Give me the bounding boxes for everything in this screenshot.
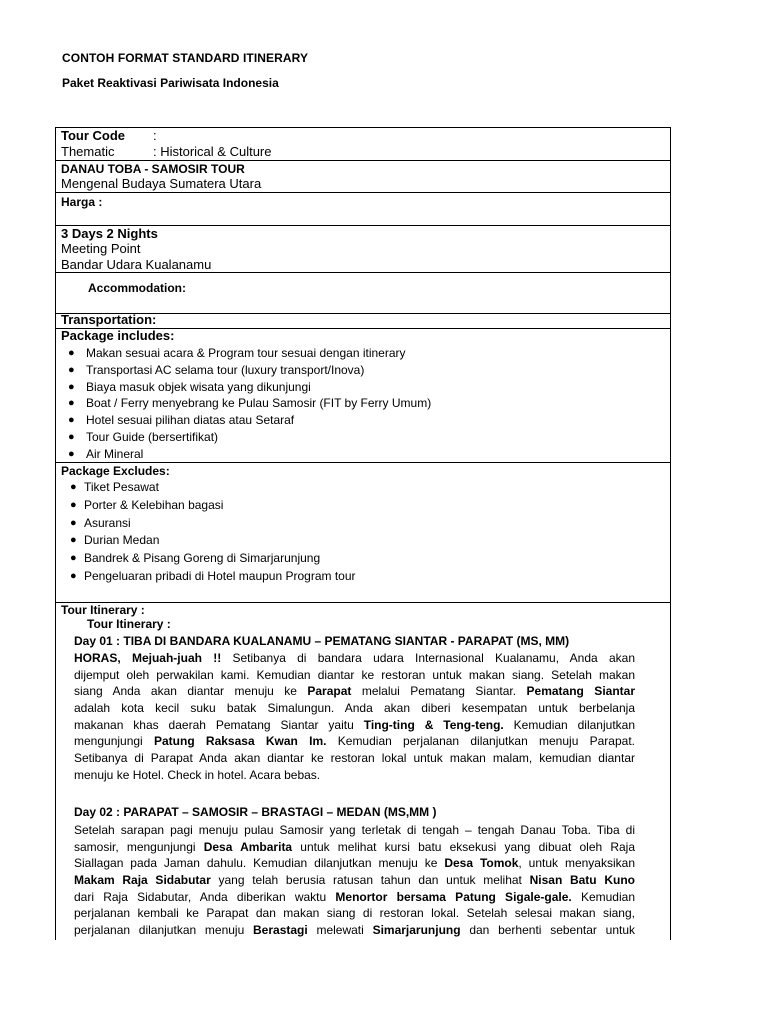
include-item [60, 362, 431, 379]
document-subtitle: Paket Reaktivasi Pariwisata Indonesia [62, 76, 279, 90]
highlighted-text: Simarjarunjung [372, 923, 461, 938]
paragraph-line [74, 767, 635, 784]
text-run: Setibanya di bandara udara Internasional Kualanamu, Anda akan [221, 651, 635, 665]
paragraph-line [74, 650, 635, 667]
text-run: dari Raja Sidabutar, Anda diberikan waktu [74, 889, 336, 904]
bullet-icon: ● [68, 430, 75, 443]
text-run: melalui Pematang Siantar. [351, 684, 527, 699]
exclude-item [60, 515, 356, 533]
package-includes-section [56, 329, 670, 463]
bullet-icon: ● [70, 498, 77, 511]
package-excludes-title: Package Excludes: [61, 464, 170, 478]
bullet-icon: ● [70, 481, 77, 493]
highlighted-text: Nisan Batu Kuno [529, 873, 635, 888]
text-run: samosir, mengunjungi [74, 839, 204, 854]
include-item-text: Biaya masuk objek wisata yang dikunjungi [86, 379, 311, 394]
paragraph-line [74, 855, 635, 872]
itinerary-inner-label: Tour Itinerary : [87, 617, 171, 631]
package-includes-list [60, 345, 431, 463]
transportation-label: Transportation: [61, 312, 157, 327]
highlighted-text: Patung Raksasa Kwan Im. [153, 734, 327, 749]
highlighted-text: Menortor bersama Patung Sigale-gale. [335, 889, 572, 904]
itinerary-section [56, 603, 670, 940]
text-run: menuju ke Hotel. Check in hotel. Acara bebas. [74, 767, 321, 782]
highlighted-text: Makam Raja Sidabutar [74, 873, 211, 888]
meeting-point-label: Meeting Point [61, 241, 141, 256]
paragraph-line [74, 839, 635, 856]
bullet-icon: ● [68, 380, 75, 393]
paragraph-line [74, 733, 635, 750]
paragraph-line [74, 717, 635, 734]
paragraph-line [74, 750, 635, 767]
highlighted-text: Ting-ting & Teng-teng. [363, 717, 504, 732]
include-item-text: Hotel sesuai pilihan diatas atau Setaraf [86, 413, 295, 428]
text-run: dijemput oleh perwakilan kami. Kemudian diantar ke restoran untuk makan siang. Setelah makan [74, 667, 635, 682]
bullet-icon: ● [68, 447, 75, 460]
exclude-item-text: Pengeluaran pribadi di Hotel maupun Program tour [84, 568, 356, 583]
thematic-label: Thematic [61, 144, 115, 159]
text-run: Setelah sarapan pagi menuju pulau Samosir yang terletak di tengah – tengah Danau Toba. Tiba di [74, 823, 635, 837]
highlighted-text: Desa Tomok [444, 856, 519, 871]
exclude-item-text: Bandrek & Pisang Goreng di Simarjarunjung [84, 551, 321, 566]
include-item-text: Air Mineral [86, 446, 144, 461]
include-item [60, 345, 431, 362]
package-excludes-section [56, 463, 670, 603]
text-run: Setibanya di Parapat Anda akan diantar ke restoran lokal untuk makan malam, kemudian diantar [74, 751, 635, 766]
accommodation-label: Accommodation: [88, 281, 187, 295]
text-run: , untuk menyaksikan [518, 856, 635, 871]
meeting-point-value: Bandar Udara Kualanamu [61, 257, 212, 272]
highlighted-text: Berastagi [253, 923, 308, 938]
thematic-value: : Historical & Culture [153, 144, 272, 159]
include-item-text: Tour Guide (bersertifikat) [86, 429, 219, 444]
paragraph-line [74, 889, 635, 906]
accommodation-row [56, 273, 670, 314]
duration-row [56, 226, 670, 273]
text-run: melewati [307, 923, 373, 938]
tour-name-row [56, 161, 670, 193]
paragraph-line [74, 822, 635, 839]
text-run: Siallagan pada Jaman dahulu. Kemudian dilanjutkan menuju ke [74, 856, 445, 871]
bullet-icon: ● [68, 363, 75, 376]
bullet-icon: ● [68, 397, 75, 410]
highlighted-text: Parapat [307, 684, 352, 699]
highlighted-text: HORAS, Mejuah-juah !! [74, 651, 222, 665]
include-item [60, 412, 431, 429]
highlighted-text: Pematang Siantar [526, 684, 635, 699]
exclude-item-text: Asuransi [84, 515, 131, 530]
price-row [56, 193, 670, 226]
exclude-item-text: Porter & Kelebihan bagasi [84, 497, 224, 512]
text-run: yang telah berusia ratusan tahun dan untuk melihat [210, 873, 530, 888]
paragraph-line [74, 872, 635, 889]
tour-code-row [56, 128, 670, 161]
package-excludes-list [60, 479, 356, 586]
include-item [60, 379, 431, 396]
paragraph-line [74, 683, 635, 700]
text-run: Kemudian dilanjutkan [503, 717, 635, 732]
paragraph-line [74, 905, 635, 922]
tour-tagline: Mengenal Budaya Sumatera Utara [61, 176, 262, 191]
bullet-icon: ● [70, 569, 77, 582]
text-run: perjalanan kembali ke Parapat dan makan siang di restoran lokal. Setelah selesai makan siang, [74, 906, 635, 921]
exclude-item-text: Tiket Pesawat [84, 480, 159, 494]
package-includes-title: Package includes: [61, 328, 175, 343]
bullet-icon: ● [68, 347, 75, 359]
exclude-item [60, 532, 356, 550]
price-label: Harga : [61, 195, 103, 209]
duration: 3 Days 2 Nights [61, 226, 158, 241]
day2-description [74, 822, 635, 939]
bullet-icon: ● [70, 552, 77, 565]
text-run: siang Anda akan diantar menuju ke [74, 684, 308, 699]
highlighted-text: Desa Ambarita [203, 839, 293, 854]
text-run: adalah kota kecil suku batak Simalungun. Anda akan diberi kesempatan untuk berbelanja [74, 701, 635, 716]
tour-code-label: Tour Code [61, 128, 126, 143]
tour-code-value: : [153, 128, 157, 143]
exclude-item-text: Durian Medan [84, 533, 160, 548]
exclude-item [60, 568, 356, 586]
day1-title: Day 01 : TIBA DI BANDARA KUALANAMU – PEMATANG SIANTAR - PARAPAT (MS, MM) [74, 634, 570, 648]
include-item-text: Transportasi AC selama tour (luxury transport/Inova) [86, 362, 365, 377]
itinerary-table [55, 127, 671, 940]
exclude-item [60, 479, 356, 497]
document-title: CONTOH FORMAT STANDARD ITINERARY [62, 51, 309, 65]
bullet-icon: ● [68, 414, 75, 427]
text-run: untuk melihat kursi batu eksekusi yang dibuat oleh Raja [292, 839, 635, 854]
text-run: mengunjungi [74, 734, 154, 749]
text-run: makanan khas daerah Pematang Siantar yaitu [74, 717, 364, 732]
paragraph-line [74, 700, 635, 717]
text-run: perjalanan dilanjutkan menuju [74, 923, 254, 938]
bullet-icon: ● [70, 516, 77, 529]
paragraph-line [74, 922, 635, 939]
include-item [60, 429, 431, 446]
text-run: dan berhenti sebentar untuk [460, 923, 635, 938]
include-item [60, 446, 431, 463]
exclude-item [60, 497, 356, 515]
day2-title: Day 02 : PARAPAT – SAMOSIR – BRASTAGI – MEDAN (MS,MM ) [74, 805, 437, 819]
itinerary-label: Tour Itinerary : [61, 603, 145, 617]
paragraph-line [74, 667, 635, 684]
exclude-item [60, 550, 356, 568]
bullet-icon: ● [70, 534, 77, 547]
text-run: Kemudian perjalanan dilanjutkan menuju Parapat. [326, 734, 635, 749]
include-item-text: Boat / Ferry menyebrang ke Pulau Samosir (FIT by Ferry Umum) [86, 396, 432, 411]
tour-name: DANAU TOBA - SAMOSIR TOUR [61, 162, 245, 176]
include-item [60, 395, 431, 412]
include-item-text: Makan sesuai acara & Program tour sesuai dengan itinerary [86, 346, 406, 360]
day1-description [74, 650, 635, 784]
text-run: Kemudian [571, 889, 635, 904]
